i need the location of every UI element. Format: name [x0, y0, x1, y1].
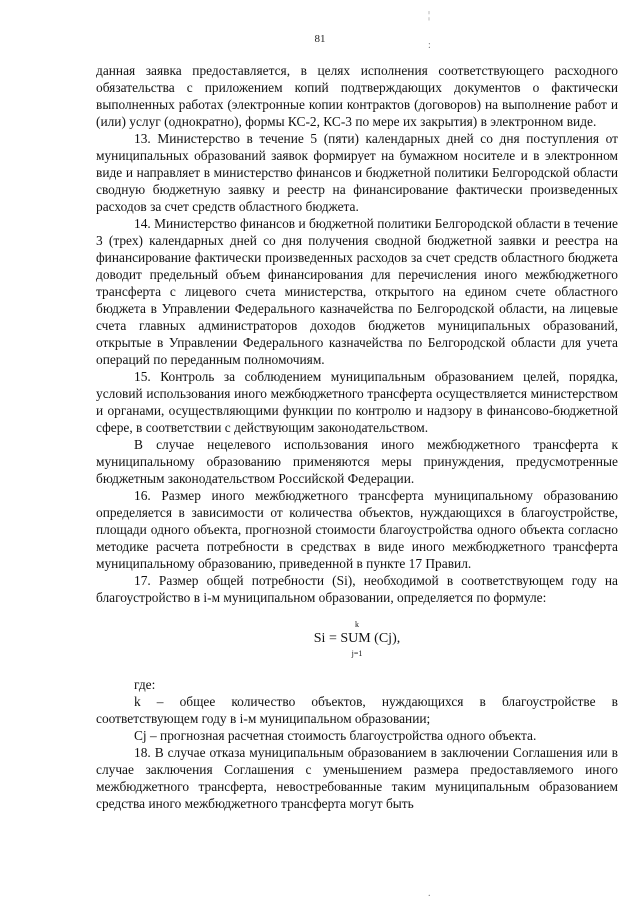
document-body — [96, 62, 618, 812]
where-label: где: — [134, 677, 156, 692]
paragraph-16: 16. Размер иного межбюджетного трансферта муниципальному образованию определяется в зависимости от количества объектов, нуждающихся в благоустройстве, площади одного объекта, прогнозной стоимости благоустройства одного объекта согласно методике расчета потребности в средствах в виде иного межбюджетного трансферта муниципальному образованию, приведенной в пункте 17 Правил. — [96, 488, 618, 571]
page-number: 81 — [314, 33, 326, 45]
paragraph-18: 18. В случае отказа муниципальным образованием в заключении Соглашения или в случае заключения Соглашения с уменьшением размера предоставляемого иного межбюджетного трансферта, невостребованные таким муниципальным образованием средства иного межбюджетного трансферта могут быть — [96, 745, 618, 811]
scan-artifact-mark: ¦ — [428, 10, 431, 21]
paragraph-15-misuse: В случае нецелевого использования иного межбюджетного трансферта к муниципальному образованию применяются меры принуждения, предусмотренные бюджетным законодательством Российской Федерации. — [96, 437, 618, 486]
sum-formula — [96, 620, 618, 658]
paragraph-continuation: данная заявка предоставляется, в целях исполнения соответствующего расходного обязательства с приложением копий подтверждающих документов о фактически выполненных работах (электронные копии контрактов (договоров) на выполнение работ и (или) услуг (однократно), формы КС-2, КС-3 по мере их закрытия) в электронном виде. — [96, 63, 618, 129]
formula-expression: Si = SUM (Cj), — [313, 631, 401, 646]
formula-lower-limit: j=1 — [351, 649, 363, 658]
formula-upper-limit: k — [355, 620, 359, 629]
paragraph-14: 14. Министерство финансов и бюджетной политики Белгородской области в течение 3 (трех) календарных дней со дня получения сводной бюджетной заявки и реестра на финансирование фактически произведенных расходов за счет средств областного бюджета доводит предельный объем финансирования для перечисления иного межбюджетного трансферта с лицевого счета министерства, открытого на едином счете областного бюджета в Управлении Федерального казначейства по Белгородской области, на лицевые счета главных администраторов доходов бюджетов муниципальных образований, открытые в Управлении Федерального казначейства по Белгородской области для учета операций по переданным полномочиям. — [96, 216, 618, 367]
definition-k: k – общее количество объектов, нуждающихся в благоустройстве в соответствующем году в i-м муниципальном образовании; — [96, 694, 618, 726]
paragraph-15: 15. Контроль за соблюдением муниципальным образованием целей, порядка, условий использования иного межбюджетного трансферта осуществляется министерством и органами, осуществляющими функции по контролю и надзору в финансово-бюджетной сфере, в соответствии с действующим законодательством. — [96, 369, 618, 435]
scan-artifact-mark: : — [428, 40, 431, 51]
paragraph-17: 17. Размер общей потребности (Si), необходимой в соответствующем году на благоустройство в i-м муниципальном образовании, определяется по формуле: — [96, 573, 618, 605]
definition-cj: Cj – прогнозная расчетная стоимость благоустройства одного объекта. — [134, 728, 537, 743]
scan-artifact-mark: . — [428, 888, 431, 899]
paragraph-13: 13. Министерство в течение 5 (пяти) календарных дней со дня поступления от муниципальных образований заявок формирует на бумажном носителе и в электронном виде и направляет в министерство финансов и бюджетной политики Белгородской области сводную бюджетную заявку и реестр на финансирование фактически произведенных расходов за счет средств областного бюджета. — [96, 131, 618, 214]
